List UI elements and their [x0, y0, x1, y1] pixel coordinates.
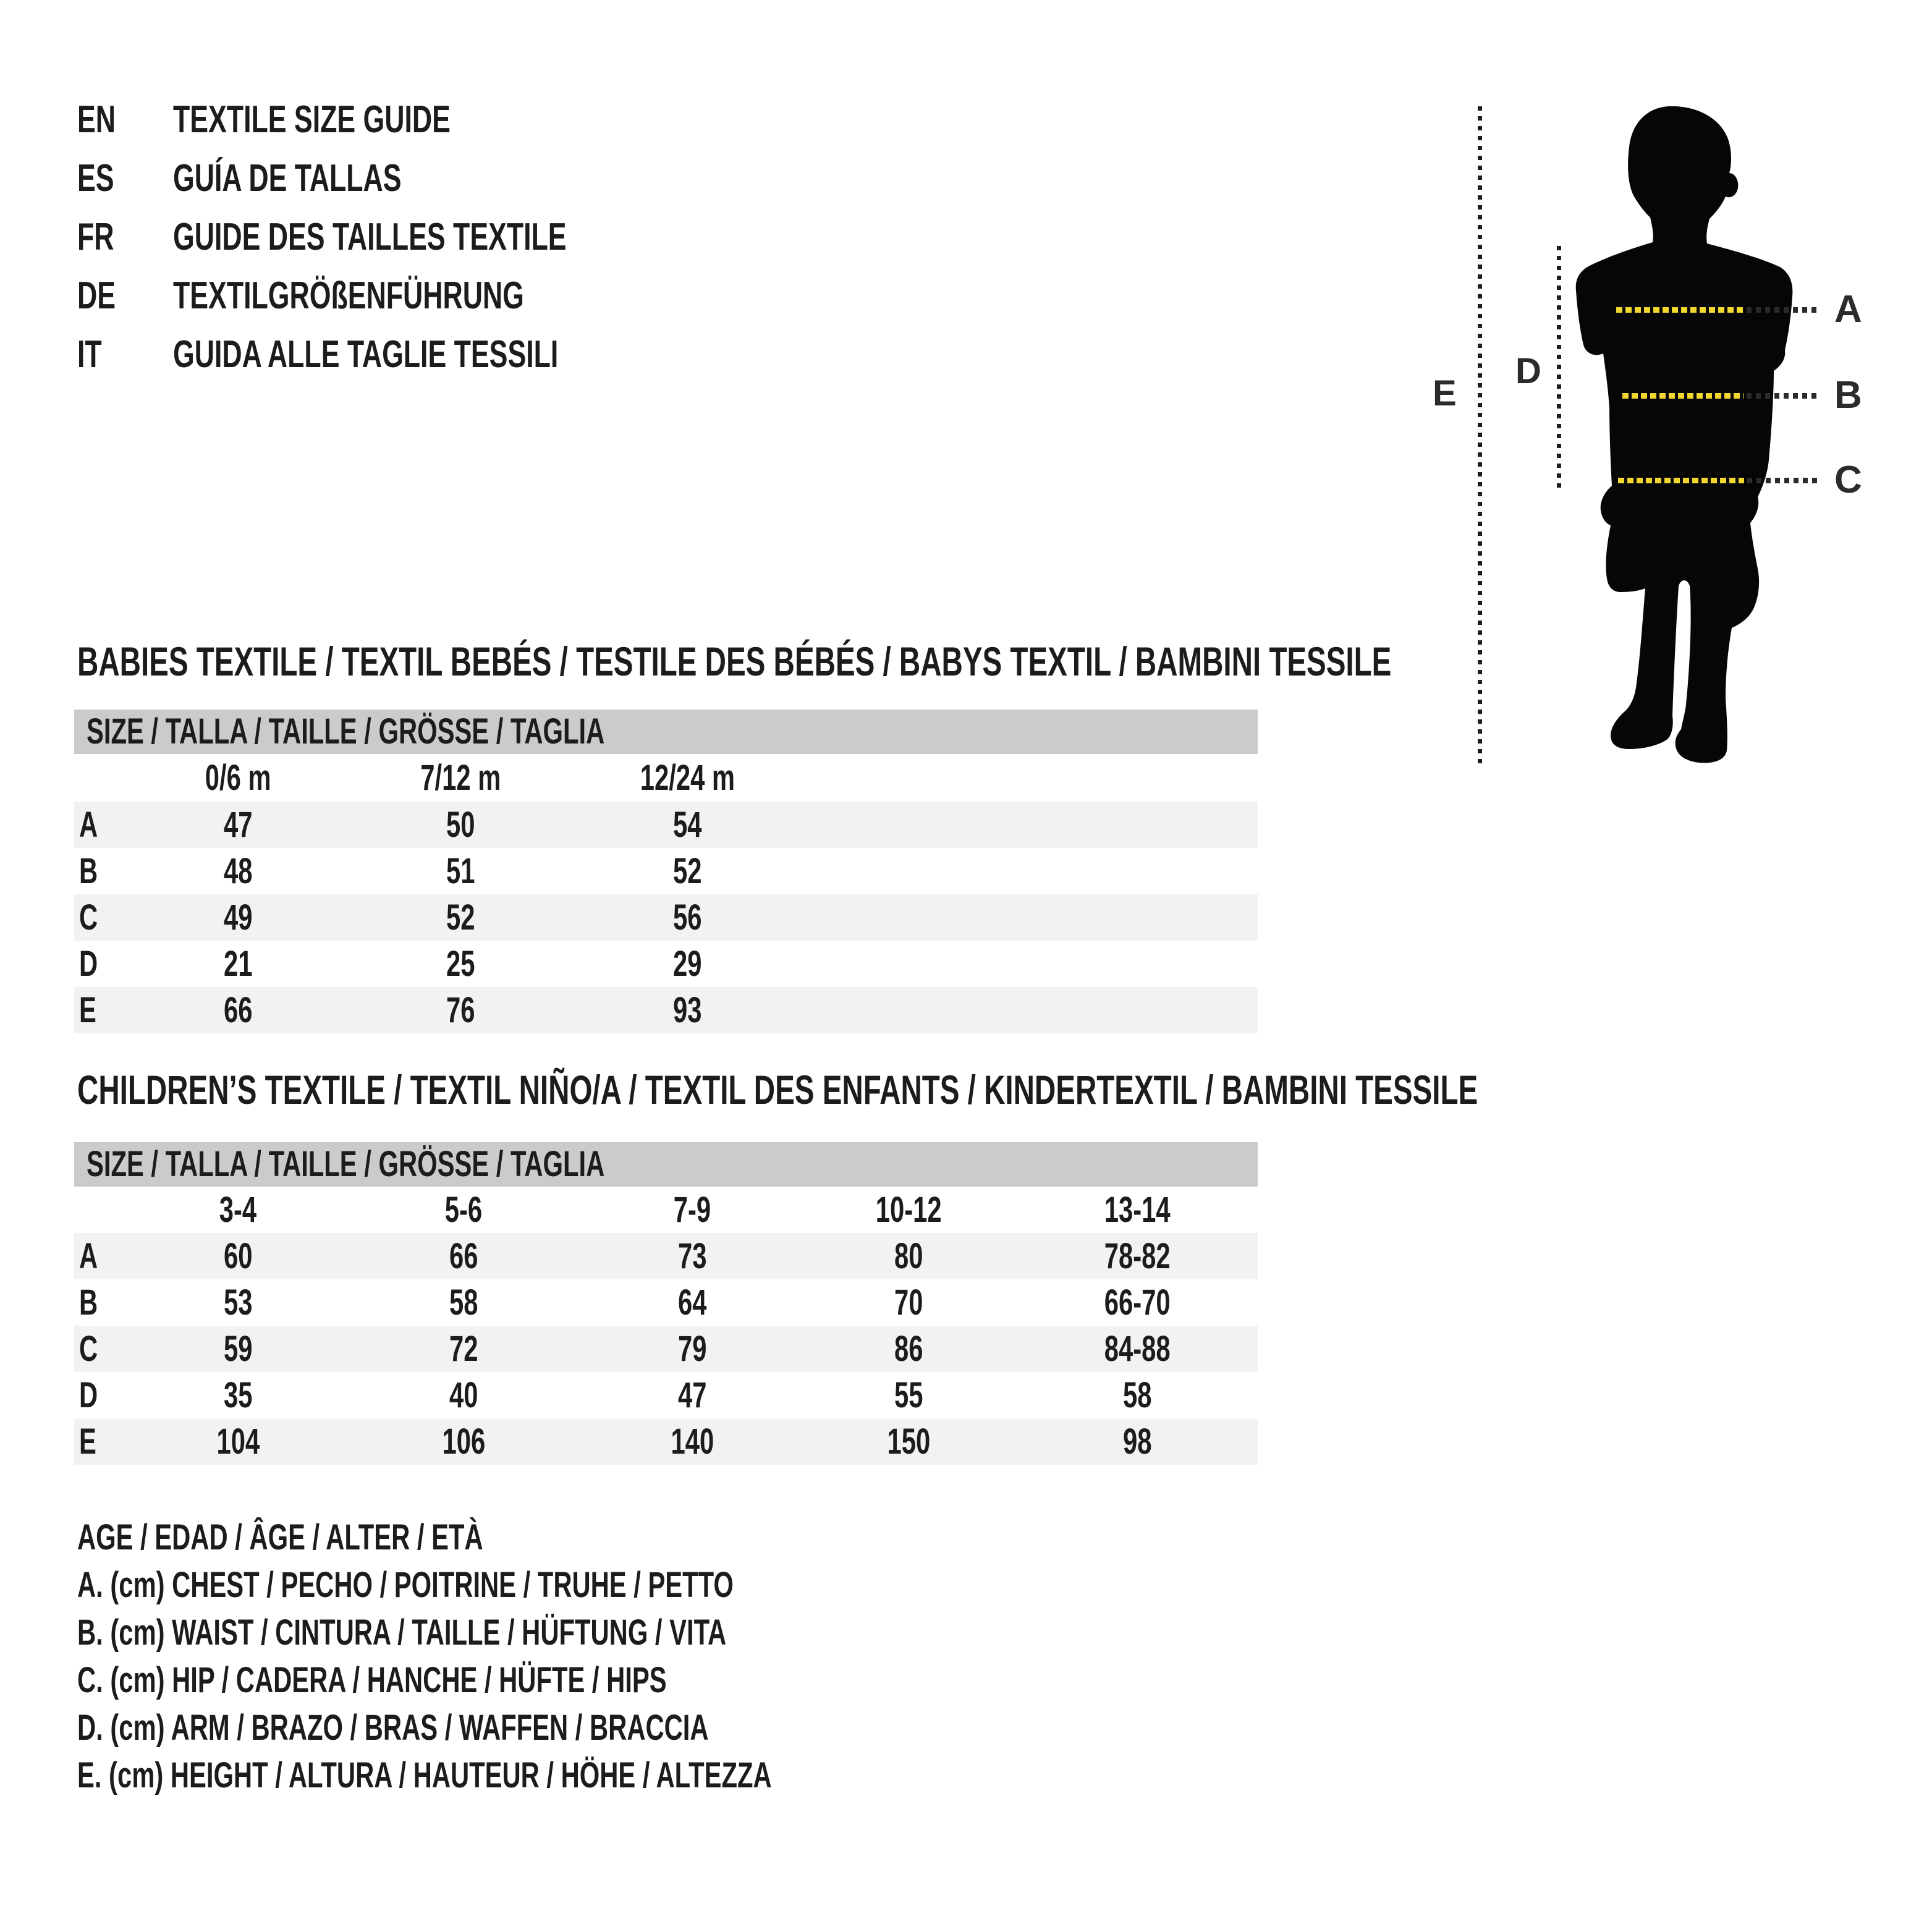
- babies-section-title: BABIES TEXTILE / TEXTIL BEBÉS / TESTILE DES BÉBÉS / BABYS TEXTIL / BAMBINI TESSILE: [77, 638, 1392, 684]
- table-cell: 58: [449, 1282, 478, 1323]
- language-row: [77, 98, 130, 141]
- measure-line-waist-b: [1622, 393, 1743, 399]
- table-cell: 49: [223, 897, 253, 938]
- children-size-table: [74, 1142, 1258, 1465]
- measure-line-waist-b-leader: [1747, 393, 1820, 399]
- table-cell: 84-88: [1104, 1329, 1171, 1369]
- table-cell: 21: [223, 944, 253, 984]
- table-cell: 58: [1122, 1375, 1152, 1415]
- table-cell: 66: [449, 1236, 478, 1276]
- measure-line-hip-c: [1618, 478, 1744, 483]
- table-cell: 52: [446, 897, 475, 938]
- table-cell: 50: [446, 805, 475, 845]
- row-label: C: [79, 1329, 98, 1369]
- table-cell: 60: [223, 1236, 253, 1276]
- measure-label-a: A: [1834, 288, 1862, 331]
- table-cell: 78-82: [1104, 1236, 1171, 1276]
- table-cell: 55: [894, 1375, 923, 1415]
- language-row: [77, 218, 129, 256]
- row-label: D: [79, 1375, 98, 1415]
- table-cell: 86: [894, 1329, 923, 1369]
- table-cell: 76: [446, 990, 475, 1030]
- table-cell: 52: [672, 851, 702, 891]
- size-header-bar: [74, 710, 1258, 754]
- table-cell: 59: [223, 1329, 253, 1369]
- table-cell: 66: [223, 990, 253, 1030]
- table-cell: 72: [449, 1329, 478, 1369]
- language-code: EN: [77, 98, 116, 141]
- size-header-label: SIZE / TALLA / TAILLE / GRÖSSE / TAGLIA: [87, 711, 605, 752]
- measure-label-e: E: [1433, 373, 1457, 413]
- measure-line-chest-a-leader: [1747, 307, 1820, 313]
- table-cell: 29: [672, 944, 702, 984]
- row-label: C: [79, 897, 98, 938]
- column-header: 5-6: [444, 1190, 483, 1230]
- column-header: 13-14: [1104, 1190, 1171, 1230]
- children-section-title: CHILDREN’S TEXTILE / TEXTIL NIÑO/A / TEXTIL DES ENFANTS / KINDERTEXTIL / BAMBINI TESSILE: [77, 1067, 1478, 1112]
- table-cell: 66-70: [1104, 1282, 1171, 1323]
- legend-line-height: E. (cm) HEIGHT / ALTURA / HAUTEUR / HÖHE / ALTEZZA: [77, 1755, 772, 1795]
- language-title: TEXTILE SIZE GUIDE: [173, 98, 451, 141]
- table-cell: 104: [216, 1421, 260, 1462]
- row-label: E: [79, 1421, 96, 1462]
- column-header: 7-9: [673, 1190, 711, 1230]
- row-label: E: [79, 990, 96, 1030]
- row-label: B: [79, 1282, 98, 1323]
- table-cell: 150: [887, 1421, 930, 1462]
- table-cell: 80: [894, 1236, 923, 1276]
- table-cell: 73: [677, 1236, 707, 1276]
- table-cell: 79: [677, 1329, 707, 1369]
- column-header: 12/24 m: [640, 758, 735, 798]
- language-code: IT: [77, 333, 102, 376]
- measure-label-b: B: [1834, 374, 1862, 417]
- babies-size-table: [74, 710, 1258, 1033]
- size-header-label: SIZE / TALLA / TAILLE / GRÖSSE / TAGLIA: [87, 1144, 605, 1184]
- measure-line-arm-d: [1557, 246, 1561, 493]
- table-cell: 56: [672, 897, 702, 938]
- table-cell: 64: [677, 1282, 707, 1323]
- table-cell: 98: [1122, 1421, 1152, 1462]
- row-label: D: [79, 944, 98, 984]
- measure-line-chest-a: [1616, 307, 1743, 313]
- language-row: [77, 159, 129, 198]
- row-label: B: [79, 851, 98, 891]
- table-cell: 106: [442, 1421, 485, 1462]
- column-header: 10-12: [875, 1190, 942, 1230]
- column-header: 0/6 m: [205, 758, 271, 798]
- column-header: 3-4: [219, 1190, 257, 1230]
- table-cell: 47: [223, 805, 253, 845]
- measure-label-c: C: [1834, 459, 1862, 501]
- column-header: 7/12 m: [420, 758, 501, 798]
- language-title: GUIDE DES TAILLES TEXTILE: [173, 216, 567, 258]
- language-code: DE: [77, 274, 116, 317]
- measure-line-hip-c-leader: [1747, 478, 1820, 483]
- legend-line-waist: B. (cm) WAIST / CINTURA / TAILLE / HÜFTUNG / VITA: [77, 1612, 727, 1653]
- language-code: ES: [77, 157, 114, 200]
- table-cell: 25: [446, 944, 475, 984]
- table-cell: 48: [223, 851, 253, 891]
- table-cell: 35: [223, 1375, 253, 1415]
- legend-line-chest: A. (cm) CHEST / PECHO / POITRINE / TRUHE / PETTO: [77, 1565, 734, 1605]
- table-cell: 70: [894, 1282, 923, 1323]
- table-cell: 54: [672, 805, 702, 845]
- size-header-bar: [74, 1142, 1258, 1187]
- language-row: [77, 274, 130, 317]
- language-title: TEXTILGRÖßENFÜHRUNG: [173, 274, 524, 317]
- table-cell: 47: [677, 1375, 707, 1415]
- table-cell: 40: [449, 1375, 478, 1415]
- table-cell: 140: [671, 1421, 714, 1462]
- legend-line-age: AGE / EDAD / ÂGE / ALTER / ETÀ: [77, 1517, 483, 1557]
- row-label: A: [79, 1236, 98, 1276]
- legend-line-hip: C. (cm) HIP / CADERA / HANCHE / HÜFTE / HIPS: [77, 1660, 667, 1700]
- table-cell: 53: [223, 1282, 253, 1323]
- language-title: GUÍA DE TALLAS: [173, 157, 402, 200]
- row-label: A: [79, 805, 98, 845]
- table-cell: 93: [672, 990, 702, 1030]
- language-code: FR: [77, 216, 114, 258]
- language-row: [77, 333, 111, 376]
- legend-line-arm: D. (cm) ARM / BRAZO / BRAS / WAFFEN / BRACCIA: [77, 1708, 709, 1748]
- language-title: GUIDA ALLE TAGLIE TESSILI: [173, 333, 559, 376]
- measure-label-d: D: [1515, 351, 1541, 391]
- table-cell: 51: [446, 851, 475, 891]
